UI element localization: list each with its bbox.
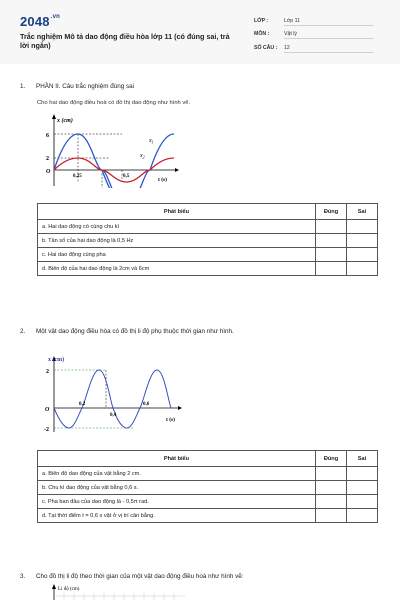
q1-tick-2: 2 xyxy=(46,156,49,162)
col-false: Sai xyxy=(347,451,378,467)
q2-tick-neg2: -2 xyxy=(44,427,49,433)
q1-x2-label: $x_2$ xyxy=(140,153,145,160)
question-2-table xyxy=(37,450,378,523)
q3-ylabel: Li độ (cm) xyxy=(58,587,80,592)
col-true: Đúng xyxy=(316,451,347,467)
q1-xlabel: t (s) xyxy=(158,177,168,183)
answer-2a-false[interactable] xyxy=(347,467,378,481)
question-1-graph xyxy=(40,112,200,188)
answer-1d-true[interactable] xyxy=(316,262,347,276)
q1-tick-6: 6 xyxy=(46,133,49,139)
table-row xyxy=(38,262,378,276)
col-true: Đúng xyxy=(316,204,347,220)
answer-2d-true[interactable] xyxy=(316,509,347,523)
question-3-title: 3. Cho đồ thị li độ theo thời gian của một vật dao động điều hoà như hình vẽ: xyxy=(20,573,244,580)
statement-2a: a. Biên độ dao động của vật bằng 2 cm. xyxy=(38,467,316,481)
statement-2d: d. Tại thời điểm t = 0,6 s vật ở vị trí cân bằng. xyxy=(38,509,316,523)
q1-x1-label: $x_1$ xyxy=(149,138,154,145)
answer-2d-false[interactable] xyxy=(347,509,378,523)
page-header xyxy=(0,0,400,64)
site-logo[interactable]: $2048^{.vn}$ xyxy=(20,14,61,29)
statement-1d: d. Biên độ của hai dao động là 2cm và 6cm xyxy=(38,262,316,276)
table-header-row xyxy=(38,451,378,467)
q1-ylabel: x (cm) xyxy=(57,118,73,124)
col-statement: Phát biểu xyxy=(38,204,316,220)
q2-tick-2: 2 xyxy=(46,369,49,375)
table-row xyxy=(38,509,378,523)
answer-2c-false[interactable] xyxy=(347,495,378,509)
table-row xyxy=(38,234,378,248)
col-statement: Phát biểu xyxy=(38,451,316,467)
meta-count: SỐ CÂU : 12 xyxy=(254,45,374,53)
question-2-title: 2. Một vật dao động điều hòa có đồ thị li độ phụ thuộc thời gian như hình. xyxy=(20,328,234,335)
answer-1b-true[interactable] xyxy=(316,234,347,248)
question-3-graph xyxy=(40,583,190,600)
question-2-graph xyxy=(40,350,200,442)
q1-tick-05: 0,5 xyxy=(123,174,130,179)
answer-2b-false[interactable] xyxy=(347,481,378,495)
x1-curve xyxy=(54,134,174,188)
answer-2c-true[interactable] xyxy=(316,495,347,509)
answer-1c-true[interactable] xyxy=(316,248,347,262)
q2-curve xyxy=(54,370,171,428)
table-row xyxy=(38,248,378,262)
answer-1d-false[interactable] xyxy=(347,262,378,276)
statement-1b: b. Tần số của hai dao động là 0,5 Hz xyxy=(38,234,316,248)
statement-2c: c. Pha ban đầu của dao động là - 0,5π rad. xyxy=(38,495,316,509)
answer-1a-false[interactable] xyxy=(347,220,378,234)
q1-origin: O xyxy=(46,169,51,175)
table-row xyxy=(38,220,378,234)
table-row xyxy=(38,481,378,495)
q2-xlabel: t (s) xyxy=(166,417,176,423)
statement-1c: c. Hai dao động cùng pha xyxy=(38,248,316,262)
meta-class: LỚP : Lớp 11 xyxy=(254,18,374,26)
q2-tick-04: 0,4 xyxy=(110,413,117,418)
question-1-title: 1. PHẦN II. Câu trắc nghiệm đúng sai xyxy=(20,83,134,90)
q2-tick-02: 0,2 xyxy=(79,402,86,407)
question-1-table xyxy=(37,203,378,276)
table-header-row xyxy=(38,204,378,220)
statement-1a: a. Hai dao động có cùng chu kì xyxy=(38,220,316,234)
document-title: Trắc nghiệm Mô tả dao động điều hòa lớp 11 (có đúng sai, trả lời ngắn) xyxy=(20,32,230,50)
question-1-prompt: Cho hai dao động điều hoà có đồ thị dao động như hình vẽ. xyxy=(37,100,191,106)
answer-1a-true[interactable] xyxy=(316,220,347,234)
table-row xyxy=(38,495,378,509)
answer-1c-false[interactable] xyxy=(347,248,378,262)
meta-subject: MÔN : Vật lý xyxy=(254,31,374,39)
col-false: Sai xyxy=(347,204,378,220)
table-row xyxy=(38,467,378,481)
q1-tick-025: 0,25 xyxy=(73,174,82,179)
answer-1b-false[interactable] xyxy=(347,234,378,248)
answer-2b-true[interactable] xyxy=(316,481,347,495)
q2-tick-06: 0,6 xyxy=(143,402,150,407)
answer-2a-true[interactable] xyxy=(316,467,347,481)
q2-ylabel: x (cm) xyxy=(48,357,65,363)
q2-origin: O xyxy=(45,407,50,413)
statement-2b: b. Chu kì dao động của vật bằng 0,6 s. xyxy=(38,481,316,495)
